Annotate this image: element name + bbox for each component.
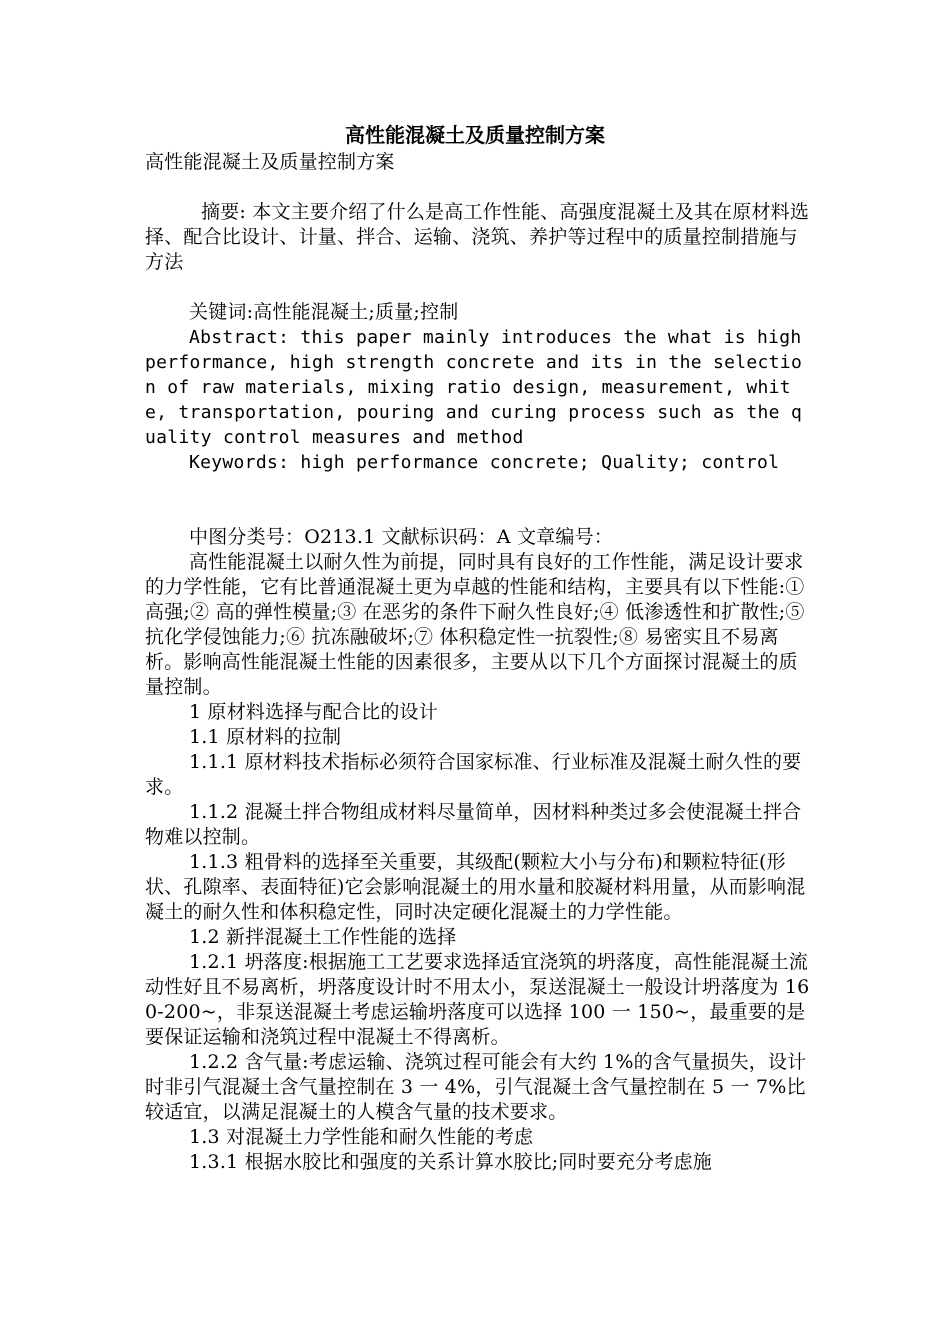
section-paragraph-1-2-2: 1.2.2 含气量:考虑运输、浇筑过程可能会有大约 1%的含气量损失，设计时非引气混凝土含气量控制在 3 一 4%，引气混凝土含气量控制在 5 一 7%比较适宜，以满足混凝土的人模含气量的技术要求。	[145, 1051, 807, 1123]
spacer	[145, 475, 810, 525]
section-paragraph-1-3-1: 1.3.1 根据水胶比和强度的关系计算水胶比;同时要充分考虑施	[189, 1151, 712, 1173]
intro-paragraph: 高性能混凝土以耐久性为前提，同时具有良好的工作性能，满足设计要求的力学性能，它有比普通混凝土更为卓越的性能和结构，主要具有以下性能:① 高强;② 高的弹性模量;③ 在恶劣的条件下耐久性良好;④ 低渗透性和扩散性;⑤ 抗化学侵蚀能力;⑥ 抗冻融破坏;⑦ 体积稳定性一抗裂性;⑧ 易密实且不易离析。影响高性能混凝土性能的因素很多，主要从以下几个方面探讨混凝土的质量控制。	[145, 551, 805, 698]
keywords-english: Keywords: high performance concrete; Quality; control	[189, 452, 780, 473]
section-heading-1-2: 1.2 新拌混凝土工作性能的选择	[189, 926, 457, 948]
classification-line: 中图分类号：O213.1 文献标识码：A 文章编号：	[189, 526, 613, 548]
section-paragraph-1-1-2: 1.1.2 混凝土拌合物组成材料尽量简单，因材料种类过多会使混凝土拌合物难以控制。	[145, 801, 802, 848]
abstract-chinese: 摘要: 本文主要介绍了什么是高工作性能、高强度混凝土及其在原材料选择、配合比设计、计量、拌合、运输、浇筑、养护等过程中的质量控制措施与方法	[145, 201, 810, 273]
section-heading-1-1: 1.1 原材料的拉制	[189, 726, 342, 748]
abstract-english: Abstract: this paper mainly introduces the what is high performance, high strength concrete and its in the selection of raw materials, mixing ratio design, measurement, white, transportation, pouring and curing process such as the quality control measures and method	[145, 327, 803, 448]
document-subtitle: 高性能混凝土及质量控制方案	[145, 151, 395, 173]
section-heading-1-3: 1.3 对混凝土力学性能和耐久性能的考虑	[189, 1126, 534, 1148]
section-paragraph-1-1-1: 1.1.1 原材料技术指标必须符合国家标准、行业标准及混凝土耐久性的要求。	[145, 751, 802, 798]
document-body	[145, 150, 810, 1175]
section-paragraph-1-2-1: 1.2.1 坍落度:根据施工工艺要求选择适宜浇筑的坍落度，高性能混凝土流动性好且不易离析，坍落度设计时不用太小，泵送混凝土一般设计坍落度为 160-200~，非泵送混凝土考虑运输坍落度可以选择 100 一 150~，最重要的是要保证运输和浇筑过程中混凝土不得离析。	[145, 951, 810, 1048]
spacer	[145, 175, 810, 200]
spacer	[145, 275, 810, 300]
keywords-chinese: 关键词:高性能混凝土;质量;控制	[189, 301, 459, 323]
section-heading-1: 1 原材料选择与配合比的设计	[189, 701, 438, 723]
document-title: 高性能混凝土及质量控制方案	[345, 123, 605, 147]
section-paragraph-1-1-3: 1.1.3 粗骨料的选择至关重要，其级配(颗粒大小与分布)和颗粒特征(形状、孔隙率、表面特征)它会影响混凝土的用水量和胶凝材料用量，从而影响混凝土的耐久性和体积稳定性，同时决定硬化混凝土的力学性能。	[145, 851, 806, 923]
